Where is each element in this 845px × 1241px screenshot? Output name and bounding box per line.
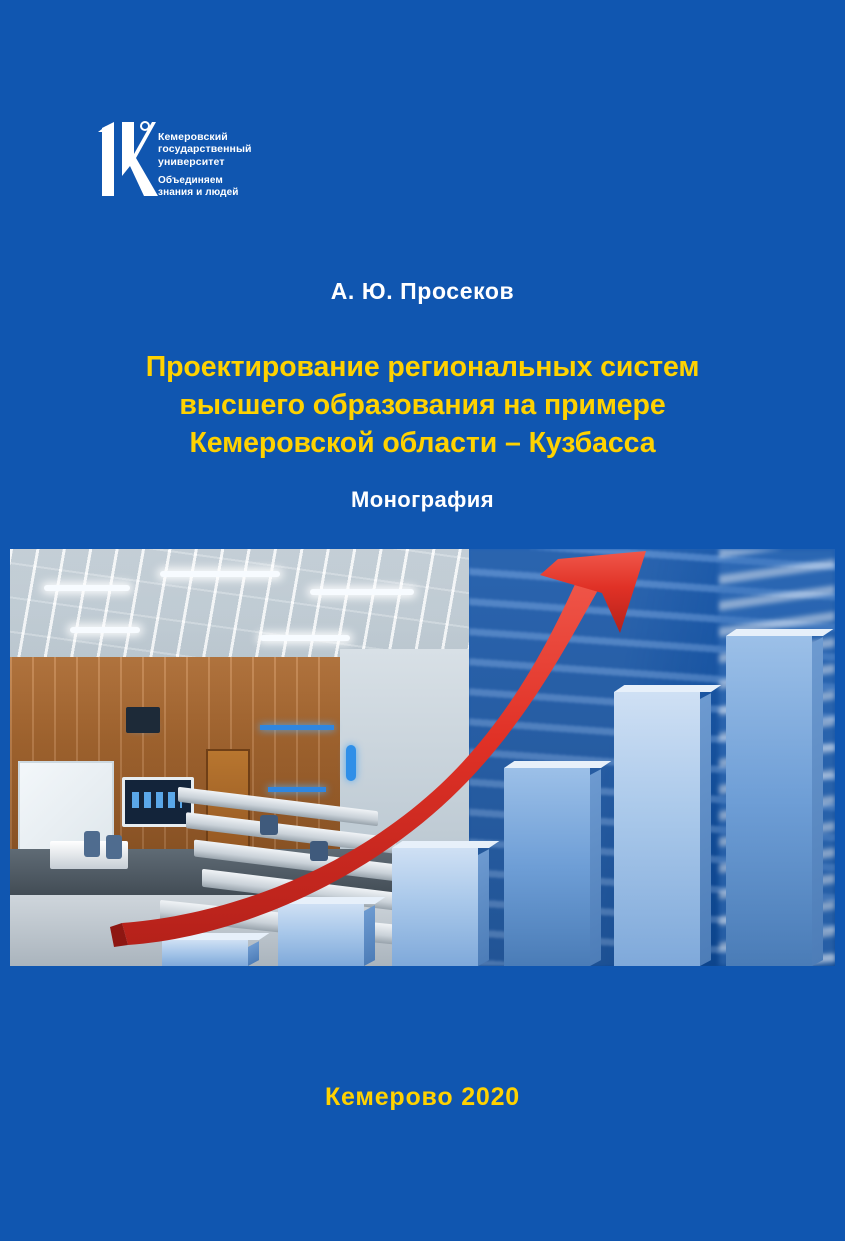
book-title-line-3: Кемеровской области – Кузбасса (189, 427, 656, 459)
logo-tagline-line-2: знания и людей (158, 187, 239, 199)
book-subtitle: Монография (351, 487, 494, 512)
growth-arrow-graphic (10, 549, 835, 966)
book-title (60, 348, 785, 462)
logo-org-line-3: университет (158, 155, 225, 168)
red-arrow-icon (10, 549, 835, 966)
logo-org-line-2: государственный (158, 143, 252, 156)
logo-text-block (158, 131, 348, 199)
book-title-line-1: Проектирование региональных систем (145, 351, 700, 383)
cover-illustration (10, 549, 835, 966)
logo-org-line-1: Кемеровский (158, 131, 228, 143)
imprint-place-year: Кемерово 2020 (324, 1083, 521, 1111)
logo-mark-1k-icon (96, 118, 158, 204)
university-logo (96, 118, 356, 218)
author-name: А. Ю. Просеков (330, 278, 515, 304)
logo-tagline-line-1: Объединяем (158, 175, 223, 187)
book-title-line-2: высшего образования на примере (179, 389, 666, 421)
